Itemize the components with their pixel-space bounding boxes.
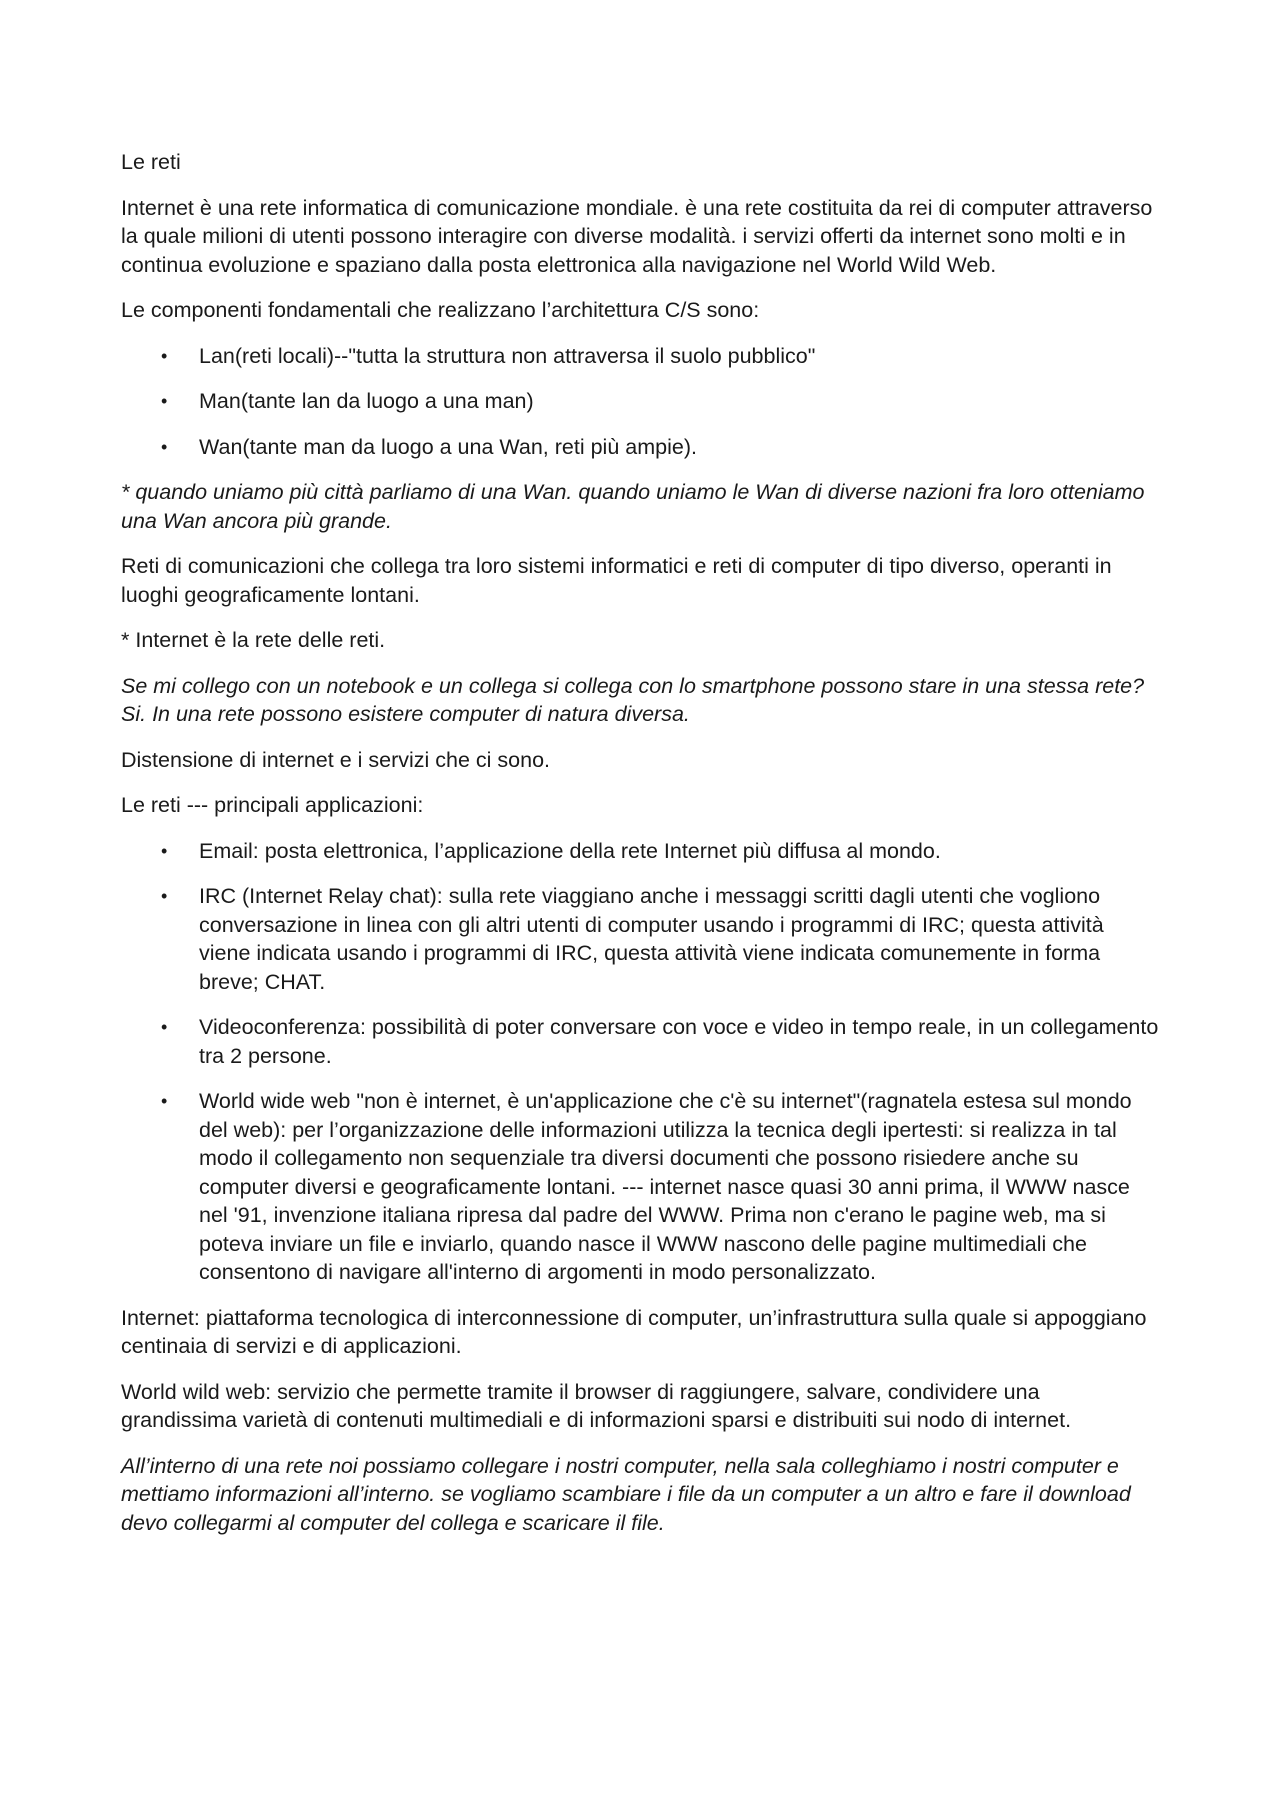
list-item [121,342,1161,371]
bullet-icon: • [161,1017,168,1037]
list-applications [121,837,1161,1287]
paragraph-internet-platform: Internet: piattaforma tecnologica di interconnessione di computer, un’infrastruttura sulla quale si appoggiano centinaia di servizi e di applicazioni. [121,1305,1147,1358]
bullet-icon: • [161,840,168,861]
list-item [121,433,1161,462]
list-item [121,387,1161,416]
paragraph-internet-extension: Distensione di internet e i servizi che ci sono. [121,747,551,772]
bullet-icon: • [161,886,168,906]
list-item-text: Videoconferenza: possibilità di poter conversare con voce e video in tempo reale, in un collegamento tra 2 persone. [199,1015,1159,1068]
list-network-types [121,342,1161,462]
list-item [121,1013,1161,1070]
bullet-icon: • [161,436,168,457]
bullet-icon: • [161,1091,168,1111]
paragraph-network-of-networks: * Internet è la rete delle reti. [121,628,386,652]
list-item-text: IRC (Internet Relay chat): sulla rete viaggiano anche i messaggi scritti dagli utenti che vogliono conversazione in linea con gli altri utenti di computer usando i programmi di IRC; questa attività viene indicata usando i programmi di IRC, questa attività viene indicata comunemente in forma breve; CHAT. [199,884,1104,994]
paragraph-internet-definition: Internet è una rete informatica di comunicazione mondiale. è una rete costituita da rei di computer attraverso la quale milioni di utenti possono interagire con diverse modalità. i servizi offerti da internet sono molti e in continua evoluzione e spaziano dalla posta elettronica alla navigazione nel World Wild Web. [121,195,1153,277]
document-title: Le reti [121,150,181,174]
list-item-text: Email: posta elettronica, l’applicazione della rete Internet più diffusa al mondo. [199,838,941,863]
paragraph-www-service: World wild web: servizio che permette tramite il browser di raggiungere, salvare, condividere una grandissima varietà di contenuti multimediali e di informazioni sparsi e distribuiti sui nodo di internet. [121,1379,1072,1432]
list-item [121,837,1161,866]
bullet-icon: • [161,391,168,411]
note-devices: Se mi collego con un notebook e un collega si collega con lo smartphone possono stare in una stessa rete? Si. In una rete possono esistere computer di natura diversa. [121,673,1145,726]
list-item-text: Wan(tante man da luogo a una Wan, reti più ampie). [199,434,697,459]
list-item-text: Lan(reti locali)--"tutta la struttura non attraversa il suolo pubblico" [199,343,816,368]
bullet-icon: • [161,345,168,366]
paragraph-cs-components: Le componenti fondamentali che realizzano l’architettura C/S sono: [121,298,760,322]
document-page [121,148,1161,1554]
paragraph-applications-heading: Le reti --- principali applicazioni: [121,793,424,817]
note-wan: * quando uniamo più città parliamo di una Wan. quando uniamo le Wan di diverse nazioni fra loro otteniamo una Wan ancora più grande. [121,480,1145,533]
list-item-text: Man(tante lan da luogo a una man) [199,389,534,413]
list-item [121,882,1161,996]
note-file-sharing: All’interno di una rete noi possiamo collegare i nostri computer, nella sala colleghiamo i nostri computer e mettiamo informazioni all’interno. se vogliamo scambiare i file da un computer a un altro e fare il download devo collegarmi al computer del collega e scaricare il file. [121,1453,1131,1535]
paragraph-communication-networks: Reti di comunicazioni che collega tra loro sistemi informatici e reti di computer di tipo diverso, operanti in luoghi geograficamente lontani. [121,554,1112,607]
list-item-text: World wide web "non è internet, è un'applicazione che c'è su internet"(ragnatela estesa sul mondo del web): per l’organizzazione delle informazioni utilizza la tecnica degli ipertesti: si realizza in tal modo il collegamento non sequenziale tra diversi documenti che possono risiedere anche su computer diversi e geograficamente lontani. --- internet nasce quasi 30 anni prima, il WWW nasce nel '91, invenzione italiana ripresa dal padre del WWW. Prima non c'erano le pagine web, ma si poteva inviare un file e inviarlo, quando nasce il WWW nascono delle pagine multimediali che consentono di navigare all'interno di argomenti in modo personalizzato. [199,1089,1132,1284]
list-item [121,1087,1161,1287]
